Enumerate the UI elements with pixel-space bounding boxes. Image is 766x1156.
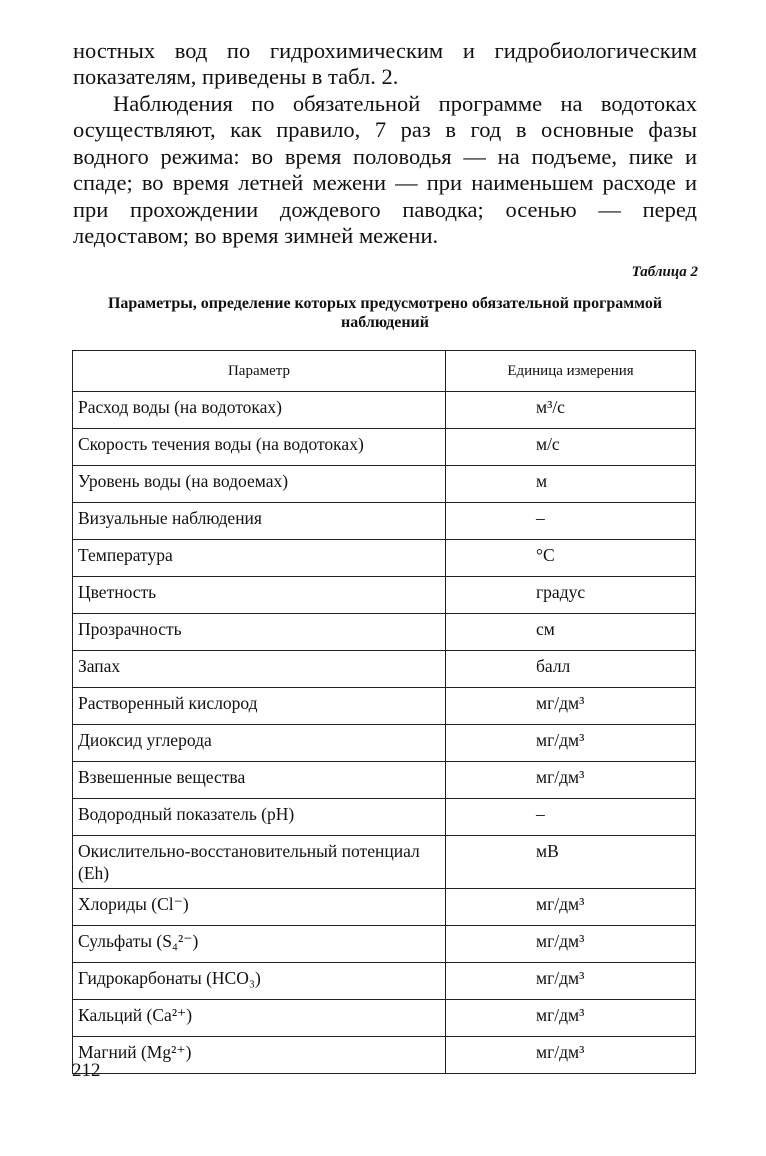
table-row [73,577,696,614]
table-row [73,762,696,799]
cell-unit: мг/дм³ [446,1037,696,1074]
header-parameter: Параметр [73,351,446,392]
cell-unit: мг/дм³ [446,889,696,926]
cell-unit: м³/с [446,392,696,429]
cell-parameter: Диоксид углерода [73,725,446,762]
cell-parameter: Окислительно-восстановительный потенциал (Eh) [73,836,446,889]
cell-unit: градус [446,577,696,614]
cell-parameter: Цветность [73,577,446,614]
table-row [73,725,696,762]
cell-parameter: Растворенный кислород [73,688,446,725]
paragraph-observations: Наблюдения по обязательной программе на водотоках осуществляют, как правило, 7 раз в год в основные фазы водного режима: во время половодья — на подъеме, пике и спаде; во время летней межени — при наименьшем расходе и при прохождении дождевого паводка; осенью — перед ледоставом; во время зимней межени. [73,91,697,249]
cell-parameter: Кальций (Ca²⁺) [73,1000,446,1037]
cell-parameter: Водородный показатель (рН) [73,799,446,836]
cell-unit: мг/дм³ [446,1000,696,1037]
cell-parameter: Уровень воды (на водоемах) [73,466,446,503]
table-title: Параметры, определение которых предусмотрено обязательной программой наблюдений [107,295,663,331]
cell-parameter: Гидрокарбонаты (HCO₃) [73,963,446,1000]
table-row [73,889,696,926]
cell-parameter: Сульфаты (S₄²⁻) [73,926,446,963]
page-number: 212 [72,1060,101,1081]
table-row [73,688,696,725]
cell-parameter: Взвешенные вещества [73,762,446,799]
cell-unit: мг/дм³ [446,725,696,762]
table-row [73,926,696,963]
table-row [73,614,696,651]
cell-unit: м [446,466,696,503]
table-number: Таблица 2 [631,264,698,280]
table-row [73,540,696,577]
cell-parameter: Визуальные наблюдения [73,503,446,540]
table-row [73,466,696,503]
cell-parameter: Скорость течения воды (на водотоках) [73,429,446,466]
cell-unit: мг/дм³ [446,926,696,963]
cell-parameter: Температура [73,540,446,577]
table-row [73,392,696,429]
paragraph-continuation: ностных вод по гидрохимическим и гидробиологическим показателям, приведены в табл. 2. [73,38,697,90]
cell-parameter: Хлориды (Cl⁻) [73,889,446,926]
cell-parameter: Расход воды (на водотоках) [73,392,446,429]
table-row [73,1000,696,1037]
cell-unit: – [446,503,696,540]
table-row [73,963,696,1000]
cell-unit: см [446,614,696,651]
table-row [73,836,696,889]
header-unit: Единица измерения [446,351,696,392]
cell-unit: балл [446,651,696,688]
cell-parameter: Магний (Mg²⁺) [73,1037,446,1074]
table-row [73,503,696,540]
cell-unit: – [446,799,696,836]
parameters-table [72,350,696,1074]
cell-unit: м/с [446,429,696,466]
table-row [73,799,696,836]
table-header-row [73,351,696,392]
table-row [73,651,696,688]
cell-parameter: Запах [73,651,446,688]
table-row [73,1037,696,1074]
cell-unit: °С [446,540,696,577]
cell-parameter: Прозрачность [73,614,446,651]
cell-unit: мВ [446,836,696,889]
cell-unit: мг/дм³ [446,762,696,799]
cell-unit: мг/дм³ [446,688,696,725]
cell-unit: мг/дм³ [446,963,696,1000]
table-row [73,429,696,466]
